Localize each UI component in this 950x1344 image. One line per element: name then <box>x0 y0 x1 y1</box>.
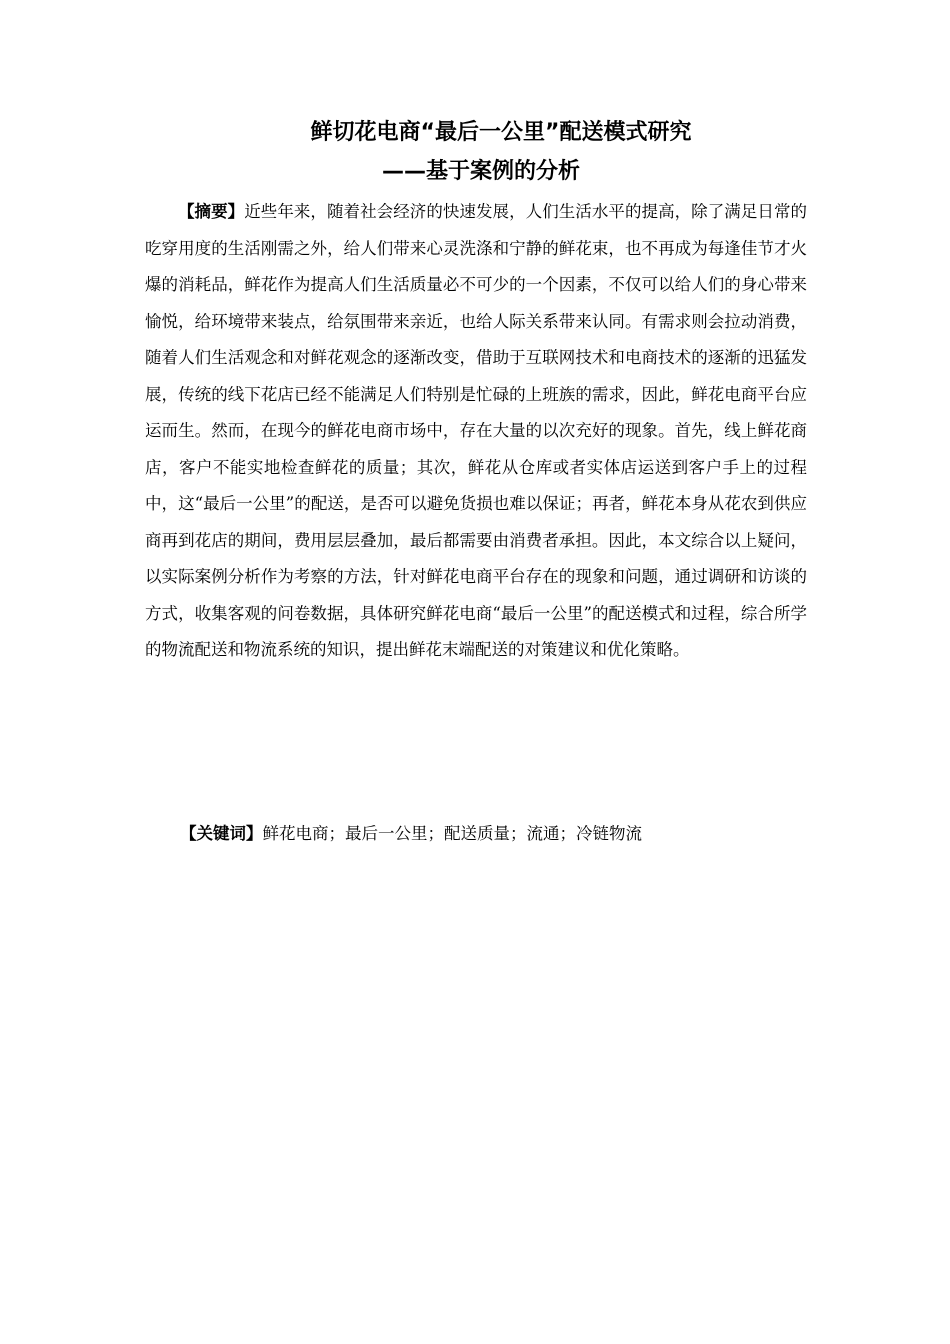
abstract-paragraph <box>145 194 807 669</box>
abstract-label: 【摘要】 <box>178 202 245 221</box>
keywords-line <box>180 816 807 852</box>
paper-title: 鲜切花电商“最后一公里”配送模式研究 <box>310 120 692 145</box>
abstract-text: 近些年来，随着社会经济的快速发展，人们生活水平的提高，除了满足日常的吃穿用度的生活刚需之外，给人们带来心灵洗涤和宁静的鲜花束，也不再成为每逢佳节才火爆的消耗品，鲜花作为提高人们生活质量必不可少的一个因素，不仅可以给人们的身心带来愉悦，给环境带来装点，给氛围带来亲近，也给人际关系带来认同。有需求则会拉动消费，随着人们生活观念和对鲜花观念的逐渐改变，借助于互联网技术和电商技术的逐渐的迅猛发展，传统的线下花店已经不能满足人们特别是忙碌的上班族的需求，因此，鲜花电商平台应运而生。然而，在现今的鲜花电商市场中，存在大量的以次充好的现象。首先，线上鲜花商店，客户不能实地检查鲜花的质量；其次，鲜花从仓库或者实体店运送到客户手上的过程中，这“最后一公里”的配送，是否可以避免货损也难以保证；再者，鲜花本身从花农到供应商再到花店的期间，费用层层叠加，最后都需要由消费者承担。因此，本文综合以上疑问，以实际案例分析作为考察的方法，针对鲜花电商平台存在的现象和问题，通过调研和访谈的方式，收集客观的问卷数据，具体研究鲜花电商“最后一公里”的配送模式和过程，综合所学的物流配送和物流系统的知识，提出鲜花末端配送的对策建议和优化策略。 <box>145 202 808 659</box>
keywords-text: 鲜花电商；最后一公里；配送质量；流通；冷链物流 <box>262 824 642 843</box>
paper-subtitle: ——基于案例的分析 <box>381 159 580 184</box>
keywords-label: 【关键词】 <box>180 824 263 843</box>
